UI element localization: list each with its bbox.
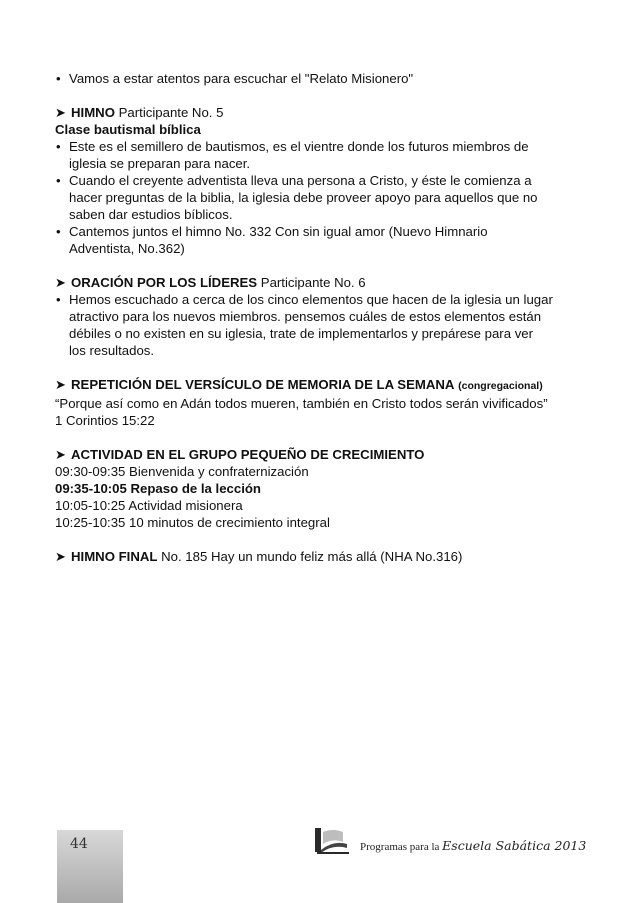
section-oracion-heading: ➤ ORACIÓN POR LOS LÍDERES Participante No. 6: [55, 275, 366, 290]
schedule-line: 09:30-09:35 Bienvenida y confraternización: [55, 464, 309, 479]
section-repeticion-heading: ➤ REPETICIÓN DEL VERSÍCULO DE MEMORIA DE LA SEMANA (congregacional): [55, 377, 543, 392]
section-himno-final: ➤ HIMNO FINAL No. 185 Hay un mundo feliz más allá (NHA No.316): [55, 549, 463, 564]
schedule-line: 10:25-10:35 10 minutos de crecimiento integral: [55, 515, 330, 530]
himno-subtitle: Clase bautismal bíblica: [55, 122, 201, 137]
book-logo-icon: [313, 826, 351, 856]
page-number: 44: [70, 836, 88, 852]
footer-caption: Programas para la Escuela Sabática 2013: [360, 838, 587, 853]
arrow-bullet-icon: ➤: [55, 377, 67, 392]
verse-reference: 1 Corintios 15:22: [55, 413, 155, 428]
actividad-label: ACTIVIDAD EN EL GRUPO PEQUEÑO DE CRECIMIENTO: [71, 447, 425, 462]
section-himno-heading: ➤ HIMNO Participante No. 5: [55, 105, 224, 120]
document-body: [55, 70, 595, 565]
arrow-bullet-icon: ➤: [55, 447, 67, 462]
arrow-bullet-icon: ➤: [55, 275, 67, 290]
schedule-line-bold: 09:35-10:05 Repaso de la lección: [55, 481, 261, 496]
section-actividad-heading: [55, 446, 595, 463]
bullet-creyente: • Cuando el creyente adventista lleva una persona a Cristo, y éste le comienza a hacer preguntas de la biblia, la iglesia debe proveer apoyo para aquellos que no saben dar estudios bíblicos.: [55, 172, 595, 223]
oracion-label: ORACIÓN POR LOS LÍDERES: [71, 275, 258, 290]
arrow-bullet-icon: ➤: [55, 549, 67, 564]
bullet-relato-misionero: • Vamos a estar atentos para escuchar el "Relato Misionero": [55, 70, 595, 87]
footer-gray-block: [57, 830, 123, 903]
arrow-bullet-icon: ➤: [55, 105, 67, 120]
bullet-semillero: • Este es el semillero de bautismos, es el vientre donde los futuros miembros de iglesia se preparan para nacer.: [55, 138, 595, 172]
bullet-cinco-elementos: • Hemos escuchado a cerca de los cinco elementos que hacen de la iglesia un lugar atractivo para los nuevos miembros. pensemos cuáles de estos elementos están débiles o no existen en su iglesia, trate de implementarlos y prepárese para ver los resultados.: [55, 291, 595, 359]
bullet-cantemos: • Cantemos juntos el himno No. 332 Con sin igual amor (Nuevo Himnario Adventista, No.362): [55, 223, 595, 257]
repeticion-label: REPETICIÓN DEL VERSÍCULO DE MEMORIA DE LA SEMANA: [71, 377, 455, 392]
schedule-line: 10:05-10:25 Actividad misionera: [55, 498, 243, 513]
memory-verse: “Porque así como en Adán todos mueren, también en Cristo todos serán vivificados”: [55, 396, 548, 411]
himno-label: HIMNO: [71, 105, 115, 120]
himno-final-label: HIMNO FINAL: [71, 549, 158, 564]
